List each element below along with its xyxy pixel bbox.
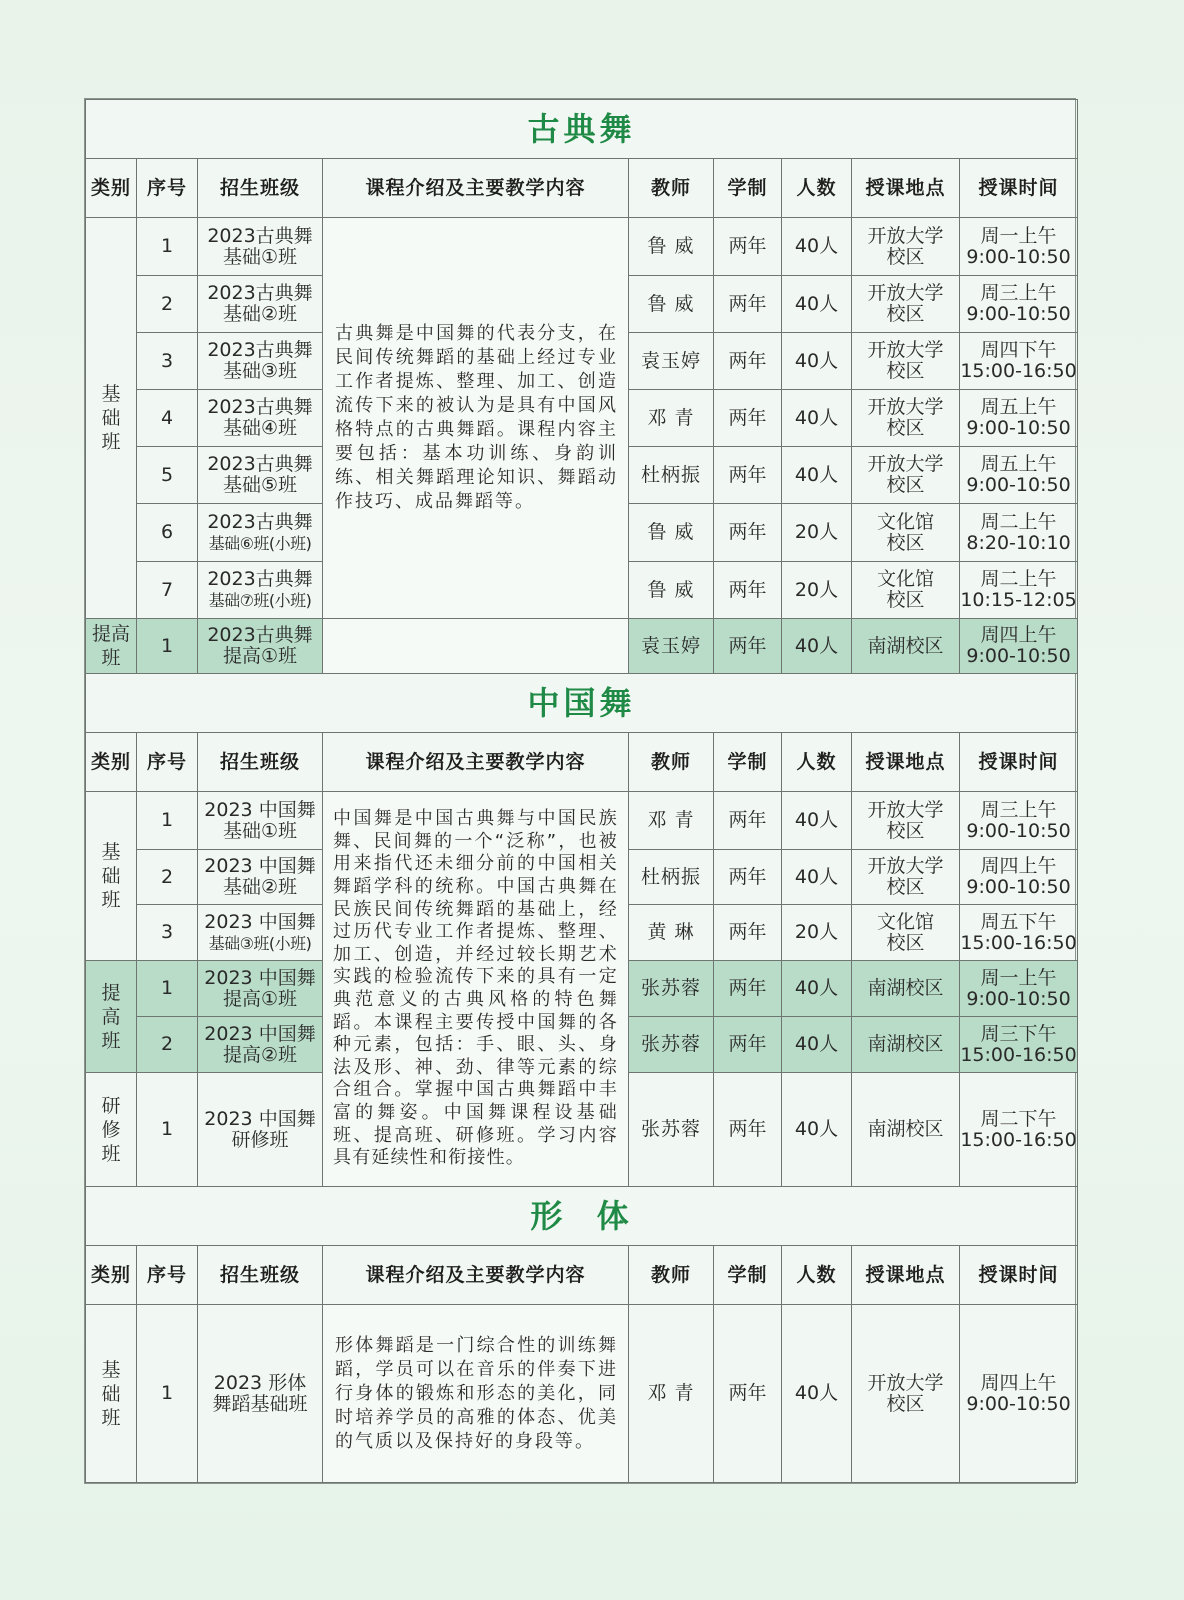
time-range: 9:00-10:50 [966,819,1071,842]
location-line1: 开放大学 [867,855,944,877]
header-teacher: 教师 [629,1246,714,1305]
duration-cell: 两年 [714,850,782,905]
time-day: 周三上午 [980,282,1057,304]
location-cell [852,1305,960,1483]
category-label: 础 [101,865,121,887]
header-number: 序号 [137,733,198,792]
time-cell [960,619,1078,674]
location-line2: 校区 [886,474,925,496]
number-cell: 5 [137,447,198,504]
section-title-body: 形 体 [86,1187,1078,1246]
time-day: 周五下午 [980,910,1057,933]
category-cell [86,218,137,619]
location-cell [852,1073,960,1187]
location-line1: 开放大学 [867,1371,944,1394]
size-cell: 40人 [782,961,852,1017]
time-day: 周五上午 [980,396,1057,418]
header-class: 招生班级 [198,1246,323,1305]
number-cell: 1 [137,218,198,276]
header-location: 授课地点 [852,159,960,218]
header-description: 课程介绍及主要教学内容 [323,1246,629,1305]
category-label: 基 [101,383,121,405]
class-name-line1: 2023古典舞 [207,282,313,304]
time-range: 15:00-16:50 [960,1128,1077,1151]
size-cell: 40人 [782,619,852,674]
header-description: 课程介绍及主要教学内容 [323,733,629,792]
teacher-cell: 黄 琳 [629,905,714,961]
time-cell [960,276,1078,333]
header-time: 授课时间 [960,159,1078,218]
category-label: 班 [101,1406,121,1429]
duration-cell: 两年 [714,333,782,390]
location-line2: 校区 [886,245,925,268]
category-label: 班 [101,647,121,669]
category-label: 基 [101,1358,121,1381]
number-cell: 2 [137,276,198,333]
time-day: 周二下午 [980,1107,1057,1130]
class-name-line2: 基础③班(小班) [208,933,312,953]
class-name-line2: 研修班 [231,1128,289,1151]
header-description: 课程介绍及主要教学内容 [323,159,629,218]
teacher-cell: 邓 青 [629,792,714,850]
location-line1: 南湖校区 [867,634,944,657]
location-line1: 文化馆 [876,510,934,533]
location-line2: 校区 [886,931,925,954]
time-day: 周三上午 [980,798,1057,821]
teacher-cell: 鲁 威 [629,504,714,562]
teacher-cell: 张苏蓉 [629,961,714,1017]
location-line1: 文化馆 [876,568,934,590]
size-cell: 40人 [782,1073,852,1187]
class-cell [198,390,323,447]
location-line1: 开放大学 [867,453,944,475]
section-title-classical: 古典舞 [86,100,1078,159]
time-range: 15:00-16:50 [960,931,1077,954]
number-cell: 6 [137,504,198,562]
category-cell [86,619,137,674]
category-label: 础 [101,407,121,429]
number-cell: 7 [137,562,198,619]
class-name-line1: 2023 中国舞 [204,910,316,933]
number-cell: 1 [137,619,198,674]
category-label: 基 [101,841,121,863]
class-cell [198,218,323,276]
class-name-line2: 基础③班 [222,360,298,382]
location-cell [852,619,960,674]
size-cell: 20人 [782,504,852,562]
header-row [86,159,1078,218]
location-line1: 南湖校区 [867,1033,944,1055]
location-line1: 南湖校区 [867,977,944,999]
header-category: 类别 [86,733,137,792]
teacher-cell: 邓 青 [629,390,714,447]
teacher-cell: 张苏蓉 [629,1073,714,1187]
size-cell: 40人 [782,1017,852,1073]
duration-cell: 两年 [714,390,782,447]
time-range: 15:00-16:50 [960,1043,1077,1066]
time-cell [960,792,1078,850]
header-location: 授课地点 [852,733,960,792]
number-cell: 2 [137,850,198,905]
teacher-cell: 张苏蓉 [629,1017,714,1073]
time-cell [960,447,1078,504]
time-range: 9:00-10:50 [966,987,1071,1010]
duration-cell: 两年 [714,276,782,333]
duration-cell: 两年 [714,1017,782,1073]
location-line2: 校区 [886,417,925,439]
class-name-line2: 提高①班 [222,645,298,667]
location-cell [852,276,960,333]
section-body-classical [86,218,1078,674]
duration-cell: 两年 [714,447,782,504]
location-cell [852,447,960,504]
number-cell: 4 [137,390,198,447]
class-cell [198,276,323,333]
teacher-cell: 鲁 威 [629,562,714,619]
location-line1: 开放大学 [867,282,944,304]
category-label: 础 [101,1382,121,1405]
location-cell [852,850,960,905]
class-cell [198,1073,323,1187]
time-range: 8:20-10:10 [966,531,1071,554]
time-day: 周二上午 [980,568,1057,590]
category-label: 班 [101,1142,121,1165]
category-label: 研 [101,1094,121,1117]
class-name-line2: 基础②班 [222,303,298,325]
location-line2: 校区 [886,819,925,842]
time-day: 周四上午 [980,624,1057,646]
class-name-line1: 2023 形体 [213,1371,307,1394]
course-description-empty [323,619,629,674]
category-label: 提 [101,981,121,1004]
section-title-row [86,100,1078,159]
header-teacher: 教师 [629,159,714,218]
location-cell [852,792,960,850]
section-body-chinese [86,792,1078,1187]
number-cell: 1 [137,1073,198,1187]
header-size: 人数 [782,733,852,792]
time-cell [960,504,1078,562]
size-cell: 20人 [782,562,852,619]
location-line1: 开放大学 [867,224,944,247]
number-cell: 3 [137,333,198,390]
location-line2: 校区 [886,876,925,898]
class-name-line2: 基础②班 [222,876,298,898]
table-row [86,619,1078,674]
header-number: 序号 [137,1246,198,1305]
category-cell [86,1305,137,1483]
time-range: 9:00-10:50 [966,245,1071,268]
size-cell: 40人 [782,792,852,850]
location-cell [852,504,960,562]
size-cell: 40人 [782,218,852,276]
number-cell: 1 [137,1305,198,1483]
class-cell [198,333,323,390]
location-cell [852,961,960,1017]
class-cell [198,562,323,619]
header-duration: 学制 [714,1246,782,1305]
class-name-line2: 提高①班 [222,987,298,1010]
teacher-cell: 鲁 威 [629,218,714,276]
time-day: 周一上午 [980,224,1057,247]
category-label: 班 [101,431,121,453]
duration-cell: 两年 [714,961,782,1017]
time-day: 周三下午 [980,1022,1057,1045]
size-cell: 40人 [782,333,852,390]
section-body-body [86,1305,1078,1483]
teacher-cell: 杜柄振 [629,850,714,905]
number-cell: 3 [137,905,198,961]
class-cell [198,1305,323,1483]
class-cell [198,792,323,850]
time-cell [960,562,1078,619]
location-cell [852,390,960,447]
course-table [85,99,1078,1483]
class-name-line2: 基础④班 [222,417,298,439]
class-cell [198,850,323,905]
header-category: 类别 [86,159,137,218]
table-row [86,792,1078,850]
category-label: 修 [101,1118,121,1141]
class-name-line1: 2023古典舞 [207,510,313,533]
class-name-line1: 2023古典舞 [207,568,313,590]
teacher-cell: 袁玉婷 [629,619,714,674]
duration-cell: 两年 [714,792,782,850]
header-class: 招生班级 [198,733,323,792]
location-line2: 校区 [886,303,925,325]
category-label: 提高 [91,623,130,645]
duration-cell: 两年 [714,619,782,674]
header-size: 人数 [782,159,852,218]
course-description: 中国舞是中国古典舞与中国民族舞、民间舞的一个“泛称”，也被用来指代还未细分前的中国相关舞蹈学科的统称。中国古典舞在民族民间传统舞蹈的基础上，经过历代专业工作者提炼、整理、加工、创造，并经过较长期艺术实践的检验流传下来的具有一定典范意义的古典风格的特色舞蹈。本课程主要传授中国舞的各种元素，包括：手、眼、头、身法及形、神、劲、律等元素的综合组合。掌握中国古典舞蹈中丰富的舞姿。中国舞课程设基础班、提高班、研修班。学习内容具有延续性和衔接性。 [323,792,629,1187]
category-cell [86,1073,137,1187]
teacher-cell: 鲁 威 [629,276,714,333]
duration-cell: 两年 [714,1073,782,1187]
table-row [86,218,1078,276]
location-line1: 开放大学 [867,339,944,361]
category-cell [86,792,137,961]
location-cell [852,218,960,276]
class-name-line1: 2023古典舞 [207,224,313,247]
location-cell [852,562,960,619]
header-category: 类别 [86,1246,137,1305]
duration-cell: 两年 [714,1305,782,1483]
course-schedule-sheet [84,98,1076,1484]
location-line2: 校区 [886,360,925,382]
table-row [86,1305,1078,1483]
class-name-line2: 提高②班 [222,1043,298,1066]
class-cell [198,447,323,504]
class-name-line2: 基础⑤班 [222,474,298,496]
location-line1: 开放大学 [867,798,944,821]
class-name-line2: 基础⑥班(小班) [208,533,312,553]
time-cell [960,218,1078,276]
time-cell [960,1017,1078,1073]
category-label: 高 [101,1005,121,1028]
time-range: 9:00-10:50 [966,417,1071,439]
teacher-cell: 邓 青 [629,1305,714,1483]
size-cell: 20人 [782,905,852,961]
class-name-line2: 舞蹈基础班 [212,1392,308,1415]
time-day: 周四上午 [980,1371,1057,1394]
location-cell [852,905,960,961]
class-name-line1: 2023 中国舞 [204,1107,316,1130]
class-name-line2: 基础①班 [222,819,298,842]
time-range: 9:00-10:50 [966,474,1071,496]
time-day: 周四下午 [980,339,1057,361]
time-cell [960,390,1078,447]
number-cell: 1 [137,961,198,1017]
class-name-line1: 2023 中国舞 [204,855,316,877]
header-number: 序号 [137,159,198,218]
class-name-line1: 2023 中国舞 [204,966,316,989]
location-line2: 校区 [886,589,925,611]
teacher-cell: 杜柄振 [629,447,714,504]
time-day: 周二上午 [980,510,1057,533]
time-cell [960,961,1078,1017]
class-name-line1: 2023古典舞 [207,339,313,361]
location-line1: 南湖校区 [867,1118,944,1140]
time-cell [960,850,1078,905]
size-cell: 40人 [782,390,852,447]
size-cell: 40人 [782,850,852,905]
class-name-line2: 基础①班 [222,245,298,268]
time-cell [960,333,1078,390]
category-cell [86,961,137,1073]
time-cell [960,905,1078,961]
time-cell [960,1305,1078,1483]
time-range: 9:00-10:50 [966,645,1071,667]
header-time: 授课时间 [960,733,1078,792]
category-label: 班 [101,1029,121,1052]
class-name-line2: 基础⑦班(小班) [208,591,312,610]
header-location: 授课地点 [852,1246,960,1305]
time-range: 9:00-10:50 [966,303,1071,325]
time-range: 9:00-10:50 [966,1392,1071,1415]
location-line2: 校区 [886,1392,925,1415]
section-title-row [86,674,1078,733]
size-cell: 40人 [782,276,852,333]
class-name-line1: 2023 中国舞 [204,798,316,821]
location-line1: 开放大学 [867,396,944,418]
class-cell [198,961,323,1017]
class-name-line1: 2023古典舞 [207,396,313,418]
duration-cell: 两年 [714,218,782,276]
header-size: 人数 [782,1246,852,1305]
time-day: 周五上午 [980,453,1057,475]
teacher-cell: 袁玉婷 [629,333,714,390]
time-range: 9:00-10:50 [966,876,1071,898]
class-cell [198,1017,323,1073]
size-cell: 40人 [782,447,852,504]
location-line1: 文化馆 [876,910,934,933]
header-row [86,1246,1078,1305]
duration-cell: 两年 [714,905,782,961]
time-range: 10:15-12:05 [960,589,1077,611]
course-description: 形体舞蹈是一门综合性的训练舞蹈，学员可以在音乐的伴奏下进行身体的锻炼和形态的美化，同时培养学员的高雅的体态、优美的气质以及保持好的身段等。 [323,1305,629,1483]
class-cell [198,504,323,562]
section-title-row [86,1187,1078,1246]
course-description: 古典舞是中国舞的代表分支，在民间传统舞蹈的基础上经过专业工作者提炼、整理、加工、创造流传下来的被认为是具有中国风格特点的古典舞蹈。课程内容主要包括：基本功训练、身韵训练、相关舞蹈理论知识、舞蹈动作技巧、成品舞蹈等。 [323,218,629,619]
location-cell [852,1017,960,1073]
duration-cell: 两年 [714,562,782,619]
location-line2: 校区 [886,531,925,554]
header-time: 授课时间 [960,1246,1078,1305]
number-cell: 1 [137,792,198,850]
location-cell [852,333,960,390]
time-range: 15:00-16:50 [960,360,1077,382]
header-teacher: 教师 [629,733,714,792]
class-name-line1: 2023古典舞 [207,624,313,646]
size-cell: 40人 [782,1305,852,1483]
time-cell [960,1073,1078,1187]
class-cell [198,905,323,961]
time-day: 周四上午 [980,855,1057,877]
class-name-line1: 2023 中国舞 [204,1022,316,1045]
time-day: 周一上午 [980,966,1057,989]
header-duration: 学制 [714,733,782,792]
class-name-line1: 2023古典舞 [207,453,313,475]
duration-cell: 两年 [714,504,782,562]
number-cell: 2 [137,1017,198,1073]
header-duration: 学制 [714,159,782,218]
header-row [86,733,1078,792]
class-cell [198,619,323,674]
category-label: 班 [101,889,121,911]
header-class: 招生班级 [198,159,323,218]
section-title-chinese: 中国舞 [86,674,1078,733]
